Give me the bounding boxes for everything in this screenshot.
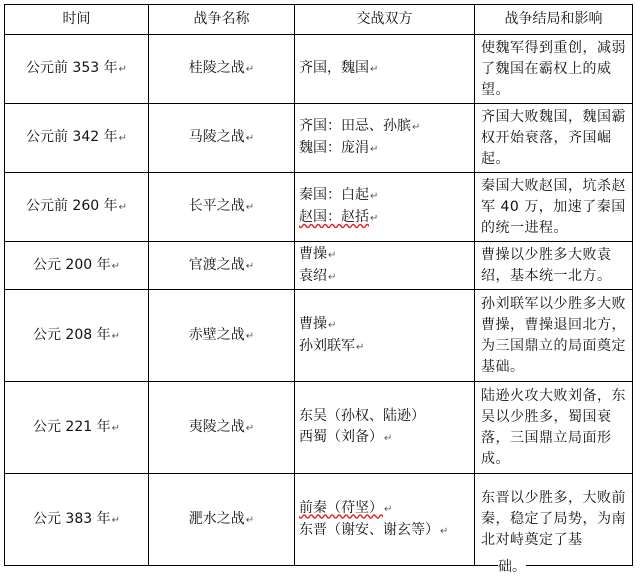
result-cell: 东晋以少胜多，大败前秦，稳定了局势，为南北对峙奠定了基 [475, 474, 633, 566]
result-cell: 曹操以少胜多大败袁绍，基本统一北方。 [475, 242, 633, 290]
parties-cell: 曹操↵ 孙刘联军↵ [295, 290, 475, 382]
header-battle-name: 战争名称 [149, 5, 295, 35]
parties-cell: 齐国：田忌、孙膑↵ 魏国：庞涓↵ [295, 104, 475, 173]
overflow-text-fragment: 础。 [498, 556, 526, 576]
time-cell: 公元前 353 年↵ [5, 35, 149, 104]
battle-name-cell: 官渡之战↵ [149, 242, 295, 290]
table-row [5, 474, 633, 566]
time-cell: 公元 221 年↵ [5, 382, 149, 474]
battle-table [4, 4, 633, 566]
header-result: 战争结局和影响 [475, 5, 633, 35]
time-cell: 公元前 260 年↵ [5, 173, 149, 242]
battle-name-cell: 桂陵之战↵ [149, 35, 295, 104]
result-cell: 孙刘联军以少胜多大败曹操，曹操退回北方，为三国鼎立的局面奠定基础。 [475, 290, 633, 382]
time-cell: 公元前 342 年↵ [5, 104, 149, 173]
table-row [5, 173, 633, 242]
parties-cell: 曹操↵ 袁绍↵ [295, 242, 475, 290]
parties-cell: 秦国：白起↵ 赵国：赵括↵ [295, 173, 475, 242]
table-row [5, 35, 633, 104]
result-cell: 秦国大败赵国，坑杀赵军 40 万，加速了秦国的统一进程。 [475, 173, 633, 242]
header-row [5, 5, 633, 35]
table-row [5, 382, 633, 474]
header-time: 时间 [5, 5, 149, 35]
battle-name-cell: 马陵之战↵ [149, 104, 295, 173]
header-parties: 交战双方 [295, 5, 475, 35]
result-cell: 使魏军得到重创，减弱了魏国在霸权上的威望。 [475, 35, 633, 104]
parties-cell: 齐国，魏国↵ [295, 35, 475, 104]
result-cell: 陆逊火攻大败刘备，东吴以少胜多，蜀国衰落，三国鼎立局面形成。 [475, 382, 633, 474]
table-row [5, 104, 633, 173]
time-cell: 公元 383 年↵ [5, 474, 149, 566]
table-row [5, 290, 633, 382]
battle-name-cell: 夷陵之战↵ [149, 382, 295, 474]
battle-name-cell: 赤壁之战↵ [149, 290, 295, 382]
time-cell: 公元 208 年↵ [5, 290, 149, 382]
time-cell: 公元 200 年↵ [5, 242, 149, 290]
battle-name-cell: 长平之战↵ [149, 173, 295, 242]
parties-cell: 前秦（苻坚）↵ 东晋（谢安、谢玄等）↵ [295, 474, 475, 566]
result-cell: 齐国大败魏国，魏国霸权开始衰落，齐国崛起。 [475, 104, 633, 173]
table-row [5, 242, 633, 290]
battle-name-cell: 淝水之战↵ [149, 474, 295, 566]
parties-cell: 东吴（孙权、陆逊） 西蜀（刘备）↵ [295, 382, 475, 474]
